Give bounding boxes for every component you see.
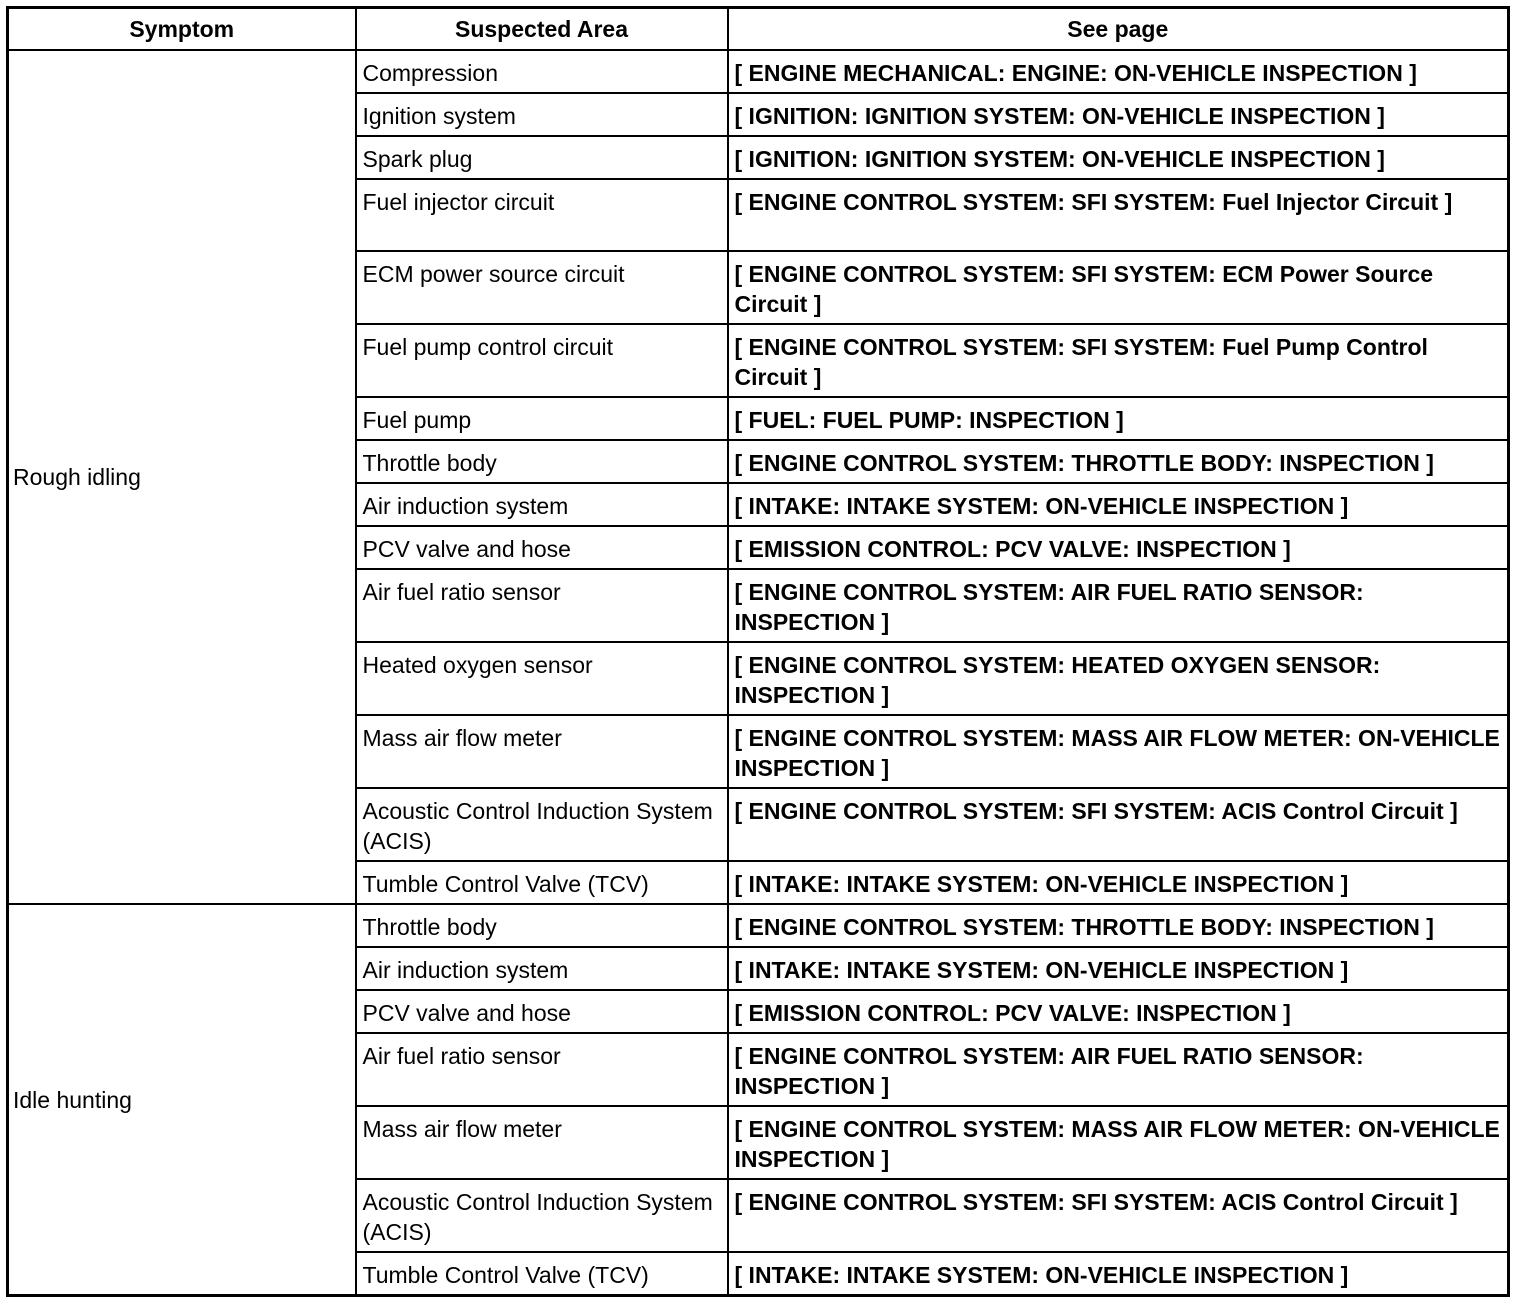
- see-page-cell: [ EMISSION CONTROL: PCV VALVE: INSPECTION ]: [728, 990, 1509, 1033]
- see-page-cell: [ ENGINE CONTROL SYSTEM: AIR FUEL RATIO SENSOR: INSPECTION ]: [728, 569, 1509, 642]
- see-page-cell: [ ENGINE CONTROL SYSTEM: MASS AIR FLOW METER: ON-VEHICLE INSPECTION ]: [728, 715, 1509, 788]
- see-page-cell: [ ENGINE CONTROL SYSTEM: THROTTLE BODY: INSPECTION ]: [728, 904, 1509, 947]
- suspected-area-cell: Acoustic Control Induction System (ACIS): [356, 788, 728, 861]
- see-page-cell: [ IGNITION: IGNITION SYSTEM: ON-VEHICLE INSPECTION ]: [728, 93, 1509, 136]
- see-page-cell: [ IGNITION: IGNITION SYSTEM: ON-VEHICLE INSPECTION ]: [728, 136, 1509, 179]
- symptom-table: [6, 6, 1510, 1297]
- symptom-cell-rough-idling: Rough idling: [8, 50, 356, 904]
- suspected-area-cell: Tumble Control Valve (TCV): [356, 1252, 728, 1296]
- suspected-area-cell: Throttle body: [356, 904, 728, 947]
- header-suspected-area: Suspected Area: [356, 8, 728, 51]
- suspected-area-cell: PCV valve and hose: [356, 526, 728, 569]
- suspected-area-cell: Ignition system: [356, 93, 728, 136]
- see-page-cell: [ ENGINE CONTROL SYSTEM: HEATED OXYGEN SENSOR: INSPECTION ]: [728, 642, 1509, 715]
- suspected-area-cell: Air induction system: [356, 483, 728, 526]
- see-page-cell: [ INTAKE: INTAKE SYSTEM: ON-VEHICLE INSPECTION ]: [728, 1252, 1509, 1296]
- troubleshooting-sheet: [6, 6, 1507, 1288]
- see-page-cell: [ EMISSION CONTROL: PCV VALVE: INSPECTION ]: [728, 526, 1509, 569]
- suspected-area-cell: Heated oxygen sensor: [356, 642, 728, 715]
- table-row: [8, 50, 1509, 93]
- suspected-area-cell: Mass air flow meter: [356, 715, 728, 788]
- suspected-area-cell: Air fuel ratio sensor: [356, 1033, 728, 1106]
- header-see-page: See page: [728, 8, 1509, 51]
- suspected-area-cell: Compression: [356, 50, 728, 93]
- suspected-area-cell: Throttle body: [356, 440, 728, 483]
- table-row: [8, 904, 1509, 947]
- suspected-area-cell: Fuel injector circuit: [356, 179, 728, 251]
- see-page-cell: [ ENGINE MECHANICAL: ENGINE: ON-VEHICLE INSPECTION ]: [728, 50, 1509, 93]
- see-page-cell: [ ENGINE CONTROL SYSTEM: SFI SYSTEM: ACIS Control Circuit ]: [728, 788, 1509, 861]
- see-page-cell: [ FUEL: FUEL PUMP: INSPECTION ]: [728, 397, 1509, 440]
- suspected-area-cell: Spark plug: [356, 136, 728, 179]
- see-page-cell: [ ENGINE CONTROL SYSTEM: AIR FUEL RATIO SENSOR: INSPECTION ]: [728, 1033, 1509, 1106]
- header-symptom: Symptom: [8, 8, 356, 51]
- see-page-cell: [ ENGINE CONTROL SYSTEM: SFI SYSTEM: ECM Power Source Circuit ]: [728, 251, 1509, 324]
- suspected-area-cell: ECM power source circuit: [356, 251, 728, 324]
- see-page-cell: [ ENGINE CONTROL SYSTEM: SFI SYSTEM: ACIS Control Circuit ]: [728, 1179, 1509, 1252]
- see-page-cell: [ INTAKE: INTAKE SYSTEM: ON-VEHICLE INSPECTION ]: [728, 861, 1509, 904]
- suspected-area-cell: Mass air flow meter: [356, 1106, 728, 1179]
- suspected-area-cell: Air fuel ratio sensor: [356, 569, 728, 642]
- see-page-cell: [ INTAKE: INTAKE SYSTEM: ON-VEHICLE INSPECTION ]: [728, 947, 1509, 990]
- see-page-cell: [ ENGINE CONTROL SYSTEM: MASS AIR FLOW METER: ON-VEHICLE INSPECTION ]: [728, 1106, 1509, 1179]
- see-page-cell: [ ENGINE CONTROL SYSTEM: SFI SYSTEM: Fuel Pump Control Circuit ]: [728, 324, 1509, 397]
- suspected-area-cell: PCV valve and hose: [356, 990, 728, 1033]
- suspected-area-cell: Fuel pump: [356, 397, 728, 440]
- see-page-cell: [ INTAKE: INTAKE SYSTEM: ON-VEHICLE INSPECTION ]: [728, 483, 1509, 526]
- see-page-cell: [ ENGINE CONTROL SYSTEM: THROTTLE BODY: INSPECTION ]: [728, 440, 1509, 483]
- header-row: [8, 8, 1509, 51]
- suspected-area-cell: Air induction system: [356, 947, 728, 990]
- suspected-area-cell: Fuel pump control circuit: [356, 324, 728, 397]
- see-page-cell: [ ENGINE CONTROL SYSTEM: SFI SYSTEM: Fuel Injector Circuit ]: [728, 179, 1509, 251]
- suspected-area-cell: Acoustic Control Induction System (ACIS): [356, 1179, 728, 1252]
- symptom-cell-idle-hunting: Idle hunting: [8, 904, 356, 1296]
- suspected-area-cell: Tumble Control Valve (TCV): [356, 861, 728, 904]
